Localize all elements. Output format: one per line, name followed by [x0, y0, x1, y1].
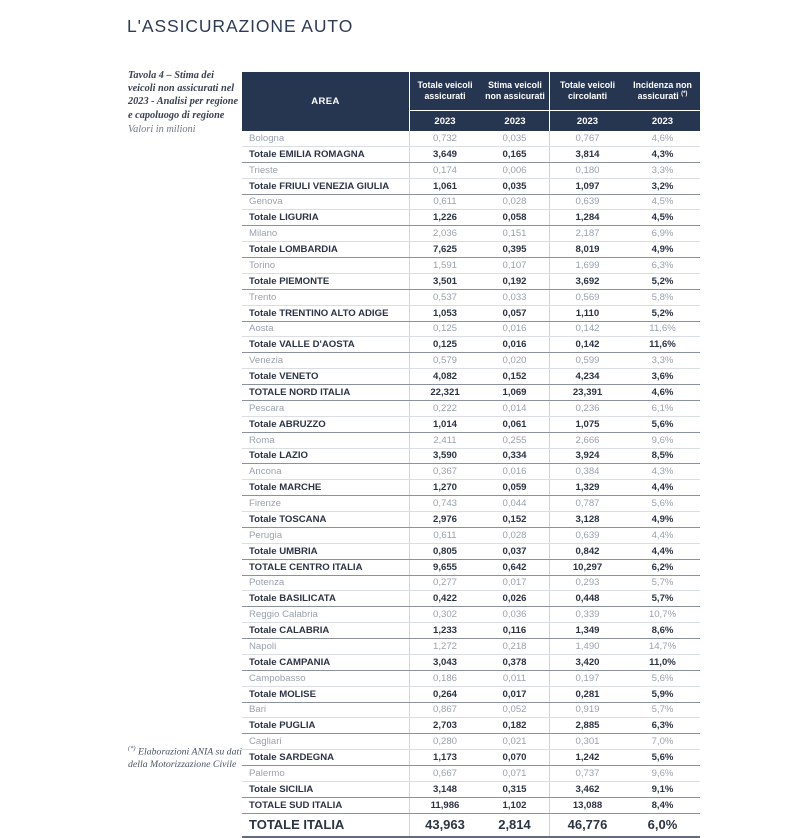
row-incidence-value: 4,9%	[651, 513, 674, 525]
row-uninsured-value: 0,037	[480, 544, 550, 559]
footnote-marker: (*)	[128, 745, 136, 752]
row-area-label: Torino	[242, 258, 410, 273]
table-row	[242, 195, 700, 211]
row-insured-value: 3,590	[432, 450, 457, 462]
row-circulating-value: 1,110	[575, 307, 600, 319]
row-circulating-value: 0,639	[575, 196, 600, 208]
row-circulating-value: 0,767	[575, 132, 600, 144]
table-row	[242, 401, 700, 417]
row-insured-value: 0,422	[432, 593, 457, 605]
year-header: 2023	[576, 115, 599, 127]
row-incidence-value: 5,8%	[651, 291, 674, 303]
column-header-area: AREA	[242, 72, 410, 131]
row-uninsured-value: 0,036	[480, 607, 550, 622]
row-circulating-value: 2,885	[575, 720, 600, 732]
row-uninsured-value: 0,315	[480, 782, 550, 797]
row-circulating-value: 10,297	[572, 561, 603, 573]
table-row	[242, 258, 700, 274]
row-circulating-value: 13,088	[572, 799, 603, 811]
row-area-label: Bari	[242, 703, 410, 718]
row-circulating-value: 1,242	[575, 752, 600, 764]
table-row	[242, 226, 700, 242]
row-area-label: Totale ABRUZZO	[242, 417, 410, 432]
table-row	[242, 655, 700, 671]
row-insured-value: 0,867	[432, 704, 457, 716]
row-uninsured-value: 0,035	[480, 131, 550, 146]
row-insured-value: 2,036	[432, 228, 457, 240]
table-row	[242, 179, 700, 195]
row-area-label: Reggio Calabria	[242, 607, 410, 622]
row-uninsured-value: 0,028	[480, 528, 550, 543]
row-circulating-value: 3,814	[575, 148, 600, 160]
row-insured-value: 4,082	[432, 371, 457, 383]
row-uninsured-value: 0,192	[480, 274, 550, 289]
row-incidence-value: 5,6%	[651, 418, 674, 430]
table-row	[242, 591, 700, 607]
row-circulating-value: 3,692	[575, 275, 600, 287]
row-area-label: TOTALE ITALIA	[242, 814, 410, 836]
table-row	[242, 560, 700, 576]
row-incidence-value: 11,0%	[649, 656, 676, 668]
row-insured-value: 1,591	[432, 259, 457, 271]
header-group-labels	[410, 72, 549, 111]
header-group-years	[550, 111, 700, 131]
row-insured-value: 1,272	[432, 640, 457, 652]
table-row	[242, 464, 700, 480]
row-circulating-value: 2,187	[575, 228, 600, 240]
row-incidence-value: 9,6%	[651, 767, 674, 779]
row-incidence-value: 3,2%	[651, 180, 674, 192]
row-area-label: Firenze	[242, 496, 410, 511]
table-row	[242, 242, 700, 258]
row-area-label: Totale EMILIA ROMAGNA	[242, 147, 410, 162]
row-circulating-value: 0,787	[575, 498, 600, 510]
table-row	[242, 210, 700, 226]
row-circulating-value: 0,301	[575, 736, 600, 748]
row-incidence-value: 5,6%	[651, 498, 674, 510]
row-uninsured-value: 0,016	[480, 464, 550, 479]
row-insured-value: 0,537	[432, 291, 457, 303]
table-row	[242, 131, 700, 147]
row-insured-value: 2,703	[432, 720, 457, 732]
row-incidence-value: 4,4%	[651, 545, 674, 557]
row-incidence-value: 5,6%	[651, 672, 674, 684]
row-uninsured-value: 0,255	[480, 433, 550, 448]
row-uninsured-value: 0,218	[480, 639, 550, 654]
row-incidence-value: 9,1%	[651, 783, 674, 795]
row-insured-value: 1,226	[432, 212, 457, 224]
column-header-circulating: Totale veicoli circolanti	[559, 80, 616, 101]
row-incidence-value: 3,3%	[651, 355, 674, 367]
row-area-label: Totale MARCHE	[242, 480, 410, 495]
row-area-label: Totale SARDEGNA	[242, 750, 410, 765]
row-circulating-value: 0,599	[575, 355, 600, 367]
row-uninsured-value: 0,116	[480, 623, 550, 638]
row-uninsured-value: 0,020	[480, 353, 550, 368]
footnote-text: Elaborazioni ANIA su dati della Motorizzazione Civile	[128, 746, 242, 770]
row-insured-value: 0,125	[432, 323, 457, 335]
row-circulating-value: 0,142	[575, 323, 600, 335]
row-area-label: Totale LOMBARDIA	[242, 242, 410, 257]
row-insured-value: 0,125	[432, 339, 457, 351]
row-incidence-value: 6,3%	[651, 720, 674, 732]
row-insured-value: 0,174	[432, 164, 457, 176]
table-row	[242, 337, 700, 353]
row-incidence-value: 3,3%	[651, 164, 674, 176]
table-row	[242, 163, 700, 179]
row-uninsured-value: 0,395	[480, 242, 550, 257]
row-insured-value: 2,976	[432, 513, 457, 525]
row-incidence-value: 4,9%	[651, 244, 674, 256]
table-row	[242, 417, 700, 433]
table-header	[242, 72, 700, 131]
row-uninsured-value: 0,059	[480, 480, 550, 495]
row-area-label: Roma	[242, 433, 410, 448]
row-area-label: Genova	[242, 195, 410, 210]
row-circulating-value: 1,075	[575, 418, 600, 430]
row-circulating-value: 1,699	[575, 259, 600, 271]
row-uninsured-value: 0,070	[480, 750, 550, 765]
row-incidence-value: 6,0%	[647, 817, 678, 833]
table-row	[242, 576, 700, 592]
row-circulating-value: 46,776	[567, 817, 608, 833]
row-uninsured-value: 0,052	[480, 703, 550, 718]
row-incidence-value: 9,6%	[651, 434, 674, 446]
header-group-labels	[550, 72, 700, 111]
row-area-label: Totale TRENTINO ALTO ADIGE	[242, 306, 410, 321]
row-circulating-value: 0,142	[575, 339, 600, 351]
year-header: 2023	[651, 115, 674, 127]
row-circulating-value: 0,569	[575, 291, 600, 303]
row-insured-value: 0,667	[432, 767, 457, 779]
row-area-label: Totale CALABRIA	[242, 623, 410, 638]
row-area-label: Potenza	[242, 576, 410, 591]
row-area-label: Trento	[242, 290, 410, 305]
row-uninsured-value: 0,016	[480, 322, 550, 337]
row-area-label: Totale LIGURIA	[242, 210, 410, 225]
row-incidence-value: 8,6%	[651, 625, 674, 637]
row-circulating-value: 1,329	[575, 482, 600, 494]
row-incidence-value: 4,6%	[651, 132, 674, 144]
table-row	[242, 433, 700, 449]
row-uninsured-value: 0,006	[480, 163, 550, 178]
table-row	[242, 544, 700, 560]
table-row	[242, 766, 700, 782]
table-row	[242, 750, 700, 766]
row-insured-value: 7,625	[432, 244, 457, 256]
row-incidence-value: 8,4%	[651, 799, 674, 811]
row-insured-value: 11,986	[430, 799, 460, 811]
row-insured-value: 2,411	[433, 434, 457, 446]
row-circulating-value: 0,842	[575, 545, 600, 557]
row-uninsured-value: 0,026	[480, 591, 550, 606]
page-title: L'ASSICURAZIONE AUTO	[127, 16, 354, 36]
table-row	[242, 814, 700, 838]
row-area-label: Napoli	[242, 639, 410, 654]
row-circulating-value: 3,462	[575, 783, 600, 795]
row-incidence-value: 4,5%	[651, 196, 674, 208]
row-incidence-value: 14,7%	[648, 640, 677, 652]
row-incidence-value: 4,5%	[651, 212, 674, 224]
row-circulating-value: 0,919	[575, 704, 600, 716]
table-row	[242, 782, 700, 798]
header-group-years	[410, 111, 549, 131]
row-uninsured-value: 0,016	[480, 337, 550, 352]
row-insured-value: 0,743	[432, 498, 457, 510]
row-insured-value: 0,280	[432, 736, 457, 748]
row-circulating-value: 0,236	[575, 402, 600, 414]
table-row	[242, 703, 700, 719]
row-insured-value: 1,270	[432, 482, 457, 494]
table-row	[242, 369, 700, 385]
table-row	[242, 147, 700, 163]
row-insured-value: 3,649	[432, 148, 457, 160]
row-insured-value: 0,222	[432, 402, 457, 414]
row-circulating-value: 1,097	[575, 180, 600, 192]
table-row	[242, 639, 700, 655]
row-area-label: TOTALE SUD ITALIA	[242, 798, 410, 813]
row-area-label: Trieste	[242, 163, 410, 178]
row-incidence-value: 5,7%	[651, 593, 674, 605]
row-area-label: Cagliari	[242, 734, 410, 749]
row-incidence-value: 6,1%	[651, 402, 674, 414]
row-area-label: Totale SICILIA	[242, 782, 410, 797]
row-insured-value: 3,501	[432, 275, 457, 287]
table-row	[242, 512, 700, 528]
row-uninsured-value: 0,061	[480, 417, 550, 432]
row-uninsured-value: 0,152	[480, 369, 550, 384]
row-uninsured-value: 1,102	[480, 798, 550, 813]
row-insured-value: 9,655	[432, 561, 457, 573]
row-insured-value: 1,173	[432, 752, 457, 764]
table-caption: Tavola 4 – Stima dei veicoli non assicurati nel 2023 - Analisi per regione e capoluogo di regione	[128, 70, 239, 121]
row-insured-value: 3,043	[432, 656, 457, 668]
column-header-uninsured: Stima veicoli non assicurati	[485, 80, 545, 101]
table-row	[242, 385, 700, 401]
row-circulating-value: 0,281	[575, 688, 600, 700]
table-row	[242, 274, 700, 290]
table-row	[242, 290, 700, 306]
row-insured-value: 1,061	[432, 180, 457, 192]
table-row	[242, 528, 700, 544]
row-uninsured-value: 0,028	[480, 195, 550, 210]
row-insured-value: 0,277	[432, 577, 457, 589]
row-circulating-value: 1,490	[575, 640, 600, 652]
row-incidence-value: 5,7%	[651, 577, 674, 589]
row-uninsured-value: 0,152	[480, 512, 550, 527]
row-incidence-value: 5,2%	[651, 275, 674, 287]
row-area-label: Palermo	[242, 766, 410, 781]
table-row	[242, 449, 700, 465]
row-circulating-value: 0,639	[575, 529, 600, 541]
row-incidence-value: 5,9%	[651, 688, 674, 700]
table-row	[242, 798, 700, 814]
row-area-label: Totale UMBRIA	[242, 544, 410, 559]
row-incidence-value: 7,0%	[651, 736, 674, 748]
row-insured-value: 0,579	[432, 355, 457, 367]
row-uninsured-value: 0,021	[480, 734, 550, 749]
row-circulating-value: 8,019	[575, 244, 600, 256]
row-circulating-value: 2,666	[575, 434, 600, 446]
row-uninsured-value: 1,069	[480, 385, 550, 400]
column-header-insured: Totale veicoli assicurati	[417, 80, 473, 101]
row-incidence-value: 6,9%	[651, 228, 674, 240]
unit-note: Valori in milioni	[128, 123, 196, 135]
table-row	[242, 718, 700, 734]
row-area-label: Totale MOLISE	[242, 687, 410, 702]
row-area-label: Venezia	[242, 353, 410, 368]
row-uninsured-value: 0,017	[480, 576, 550, 591]
row-uninsured-value: 0,011	[480, 671, 550, 686]
row-circulating-value: 0,737	[575, 767, 600, 779]
row-uninsured-value: 0,151	[480, 226, 550, 241]
row-area-label: TOTALE NORD ITALIA	[242, 385, 410, 400]
row-area-label: Totale TOSCANA	[242, 512, 410, 527]
footnote-reference: (*)	[681, 91, 688, 98]
row-incidence-value: 3,6%	[651, 371, 674, 383]
row-circulating-value: 3,128	[575, 513, 600, 525]
row-insured-value: 0,264	[432, 688, 457, 700]
table-row	[242, 306, 700, 322]
row-circulating-value: 4,234	[575, 371, 600, 383]
row-uninsured-value: 0,058	[480, 210, 550, 225]
table-row	[242, 623, 700, 639]
row-incidence-value: 4,3%	[651, 466, 674, 478]
row-incidence-value: 11,6%	[649, 339, 676, 351]
row-incidence-value: 10,7%	[648, 609, 677, 621]
row-insured-value: 0,805	[432, 545, 457, 557]
row-circulating-value: 0,384	[575, 466, 600, 478]
row-insured-value: 22,321	[430, 386, 460, 398]
row-area-label: Totale PUGLIA	[242, 718, 410, 733]
row-uninsured-value: 0,334	[480, 449, 550, 464]
table-row	[242, 671, 700, 687]
row-area-label: Totale PIEMONTE	[242, 274, 410, 289]
row-insured-value: 43,963	[425, 817, 465, 833]
row-insured-value: 0,732	[432, 132, 457, 144]
row-incidence-value: 6,2%	[651, 561, 674, 573]
row-circulating-value: 0,197	[575, 672, 600, 684]
row-insured-value: 0,611	[433, 196, 457, 208]
row-area-label: Totale CAMPANIA	[242, 655, 410, 670]
year-header: 2023	[504, 115, 526, 127]
column-header-incidence: Incidenza non assicurati (*)	[633, 80, 692, 101]
row-insured-value: 0,186	[432, 672, 457, 684]
row-area-label: Pescara	[242, 401, 410, 416]
row-circulating-value: 1,349	[575, 625, 600, 637]
row-area-label: Milano	[242, 226, 410, 241]
row-insured-value: 0,367	[432, 466, 457, 478]
row-incidence-value: 5,6%	[651, 752, 674, 764]
table-row	[242, 734, 700, 750]
row-incidence-value: 4,6%	[651, 386, 674, 398]
row-insured-value: 1,014	[432, 418, 457, 430]
row-area-label: Ancona	[242, 464, 410, 479]
row-incidence-value: 11,6%	[649, 323, 676, 335]
table-sidenote	[128, 69, 242, 135]
row-area-label: Totale LAZIO	[242, 449, 410, 464]
table-row	[242, 607, 700, 623]
row-area-label: Campobasso	[242, 671, 410, 686]
row-area-label: Totale FRIULI VENEZIA GIULIA	[242, 179, 410, 194]
table-row	[242, 480, 700, 496]
row-area-label: Totale BASILICATA	[242, 591, 410, 606]
table-row	[242, 496, 700, 512]
row-area-label: Aosta	[242, 322, 410, 337]
row-circulating-value: 0,293	[575, 577, 600, 589]
footnote	[128, 743, 248, 771]
row-circulating-value: 3,924	[575, 450, 600, 462]
table-body	[242, 131, 700, 838]
row-uninsured-value: 0,044	[480, 496, 550, 511]
row-incidence-value: 5,7%	[651, 704, 674, 716]
row-circulating-value: 23,391	[572, 386, 603, 398]
data-table	[242, 72, 700, 838]
header-group-insured	[410, 72, 550, 131]
row-area-label: Totale VALLE D'AOSTA	[242, 337, 410, 352]
row-circulating-value: 3,420	[575, 656, 600, 668]
row-insured-value: 0,302	[432, 609, 457, 621]
row-insured-value: 1,053	[432, 307, 457, 319]
row-insured-value: 3,148	[432, 783, 457, 795]
row-insured-value: 1,233	[432, 625, 457, 637]
row-circulating-value: 0,448	[575, 593, 600, 605]
table-row	[242, 353, 700, 369]
table-row	[242, 687, 700, 703]
row-incidence-value: 8,5%	[651, 450, 674, 462]
row-circulating-value: 1,284	[575, 212, 600, 224]
row-incidence-value: 4,3%	[651, 148, 674, 160]
row-insured-value: 0,611	[433, 529, 457, 541]
row-area-label: Totale VENETO	[242, 369, 410, 384]
row-area-label: TOTALE CENTRO ITALIA	[242, 560, 410, 575]
row-area-label: Bologna	[242, 131, 410, 146]
row-circulating-value: 0,180	[575, 164, 600, 176]
row-incidence-value: 5,2%	[651, 307, 674, 319]
header-group-circulating	[550, 72, 700, 131]
row-uninsured-value: 0,057	[480, 306, 550, 321]
year-header: 2023	[434, 115, 456, 127]
row-circulating-value: 0,339	[575, 609, 600, 621]
row-uninsured-value: 0,182	[480, 718, 550, 733]
row-uninsured-value: 0,165	[480, 147, 550, 162]
row-uninsured-value: 0,014	[480, 401, 550, 416]
row-uninsured-value: 0,033	[480, 290, 550, 305]
row-incidence-value: 6,3%	[651, 259, 674, 271]
row-uninsured-value: 0,035	[480, 179, 550, 194]
row-uninsured-value: 0,071	[480, 766, 550, 781]
row-uninsured-value: 0,017	[480, 687, 550, 702]
row-incidence-value: 4,4%	[651, 529, 674, 541]
row-uninsured-value: 0,378	[480, 655, 550, 670]
row-incidence-value: 4,4%	[651, 482, 674, 494]
row-uninsured-value: 0,642	[480, 560, 550, 575]
row-uninsured-value: 2,814	[480, 814, 550, 836]
row-uninsured-value: 0,107	[480, 258, 550, 273]
row-area-label: Perugia	[242, 528, 410, 543]
table-row	[242, 322, 700, 338]
